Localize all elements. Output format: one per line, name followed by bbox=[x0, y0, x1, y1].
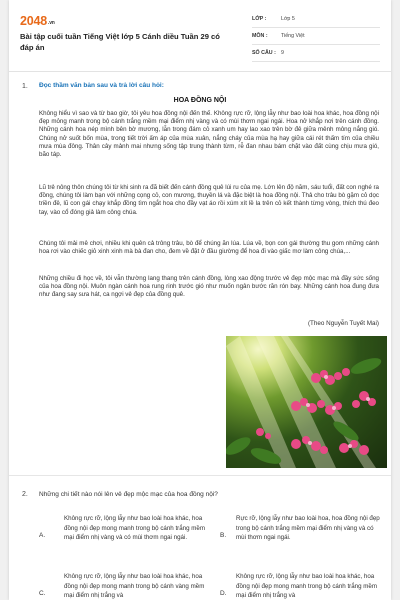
meta-info bbox=[252, 11, 380, 62]
option-a-text[interactable]: Không rực rỡ, lộng lẫy như bao loài hoa khác, hoa đồng nội đẹp mong manh trong bộ cánh trắng mềm mại điểm nhị vàng và có mùi thơm ngai ngái. bbox=[64, 515, 206, 541]
question-2-number: 2. bbox=[22, 491, 28, 498]
question-1-prompt: Đọc thầm văn bản sau và trả lời câu hỏi: bbox=[39, 82, 164, 89]
meta-value: Lớp 5 bbox=[281, 16, 295, 22]
option-a-letter[interactable]: A. bbox=[39, 532, 46, 539]
story-title: HOA ĐỒNG NỘI bbox=[173, 97, 227, 104]
meta-row-subject bbox=[252, 28, 380, 45]
option-c-letter[interactable]: C. bbox=[39, 590, 46, 597]
option-c-text[interactable]: Không rực rỡ, lộng lẫy như bao loài hoa khác, hoa đồng nội đẹp mong manh trong bộ cánh vàng mềm mại điểm nhị trắng và bbox=[64, 573, 205, 599]
meta-row-count bbox=[252, 45, 380, 62]
meta-row-class bbox=[252, 11, 380, 28]
flower-illustration bbox=[226, 336, 387, 468]
question-2-prompt: Những chi tiết nào nói lên vẻ đẹp mộc mạc của hoa đồng nội? bbox=[39, 491, 218, 498]
story-author: (Theo Nguyễn Tuyết Mai) bbox=[307, 320, 379, 327]
option-d-text[interactable]: Không rực rỡ, lộng lẫy như bao loài hoa khác, hoa đồng nội đẹp mong manh trong bộ cánh trắng mềm mại điểm nhị trắng và bbox=[236, 573, 378, 599]
flower-photo bbox=[226, 336, 387, 468]
document-header bbox=[9, 0, 391, 72]
meta-key: LỚP : bbox=[252, 16, 267, 22]
story-paragraph: Lũ trẻ nông thôn chúng tôi từ khi sinh ra đã biết đến cánh đồng quê lúi ru của mẹ. Lớn lên độ năm, sáu tuổi, đất con nghé ra đồng, chúng tôi làm bạn với những cọng cỏ, con mương, thuyền lá và đặc biệt là hoa đồng nội. Thả cho trâu bò gặm cỏ dọc triền đê, lũ con gái chạy khắp đồng tìm ngắt hoa cho đầy vạt áo rồi xúm xít lề la trên cỏ kết thành từng vòng, thích thú đeo tay, vào cổ đóng giả làm công chúa. bbox=[39, 184, 379, 216]
question-1-number: 1. bbox=[22, 83, 28, 90]
meta-key: SỐ CÂU : bbox=[252, 50, 276, 56]
document-title: Bài tập cuối tuần Tiếng Việt lớp 5 Cánh diều Tuần 29 có đáp án bbox=[20, 32, 220, 52]
option-b-letter[interactable]: B. bbox=[220, 532, 227, 539]
document-page bbox=[9, 0, 391, 600]
meta-key: MÔN : bbox=[252, 33, 268, 39]
site-logo[interactable]: 2048.vn bbox=[20, 14, 55, 28]
story-paragraph: Không hiểu vì sao và từ bao giờ, tôi yêu hoa đồng nội đến thế. Không rực rỡ, lộng lẫy như bao loài hoa khác, hoa đồng nội đẹp mỏng manh trong bộ cánh trắng mềm mại điểm nhị vàng và có mùi thơm ngai ngái. Hoa nở khắp nơi trên cánh đồng. Những cánh hoa nép mình bên bờ mương, lẫn trong đám cỏ xanh um hay lao xao trên bờ đê giữa mênh mông nắng gió. Chúng nở suốt bốn mùa, trong tiết trời ấm áp của mùa xuân, nắng cháy của mùa hạ hay giữa cái rét thấm tím của chiều mưa mùa đông. Thân cây mảnh mai nhưng sống tập trung thành từm, rễ đan nhau bám chặt vào đất cùng chịu mưa gió, bão táp. bbox=[39, 110, 379, 159]
meta-value: 9 bbox=[281, 50, 284, 56]
story-paragraph: Những chiều đi học về, tôi vẫn thường lang thang trên cánh đồng, lòng xao động trước vẻ đẹp mộc mạc mà đầy sức sống của hoa đồng nội. Muôn ngàn cánh hoa rung rinh trước gió như muốn ngân bước răn rón bay. Những cánh hoa đung đưa như đang say sưa hát, ca ngợi vẻ đẹp của đồng quê. bbox=[39, 275, 379, 299]
meta-value: Tiếng Việt bbox=[281, 33, 305, 39]
section-divider bbox=[9, 475, 391, 476]
story-paragraph: Chúng tôi mải mê chơi, nhiều khi quên cả trông trâu, bò để chúng ăn lúa. Lúa về, bọn con gái thường thu gom những cánh hoa rơi vào chiếc giỏ xinh xinh mà bà đan cho, đem về đặt ở đầu giường để hoa đi vào giấc mơ làm công chúa,... bbox=[39, 240, 379, 256]
option-b-text[interactable]: Rực rỡ, lộng lẫy như bao loài hoa, hoa đồng nội đẹp trong bộ cánh trắng mềm mại điểm nhị vàng và có mùi thơm ngai ngái. bbox=[236, 515, 380, 541]
option-d-letter[interactable]: D. bbox=[220, 590, 227, 597]
